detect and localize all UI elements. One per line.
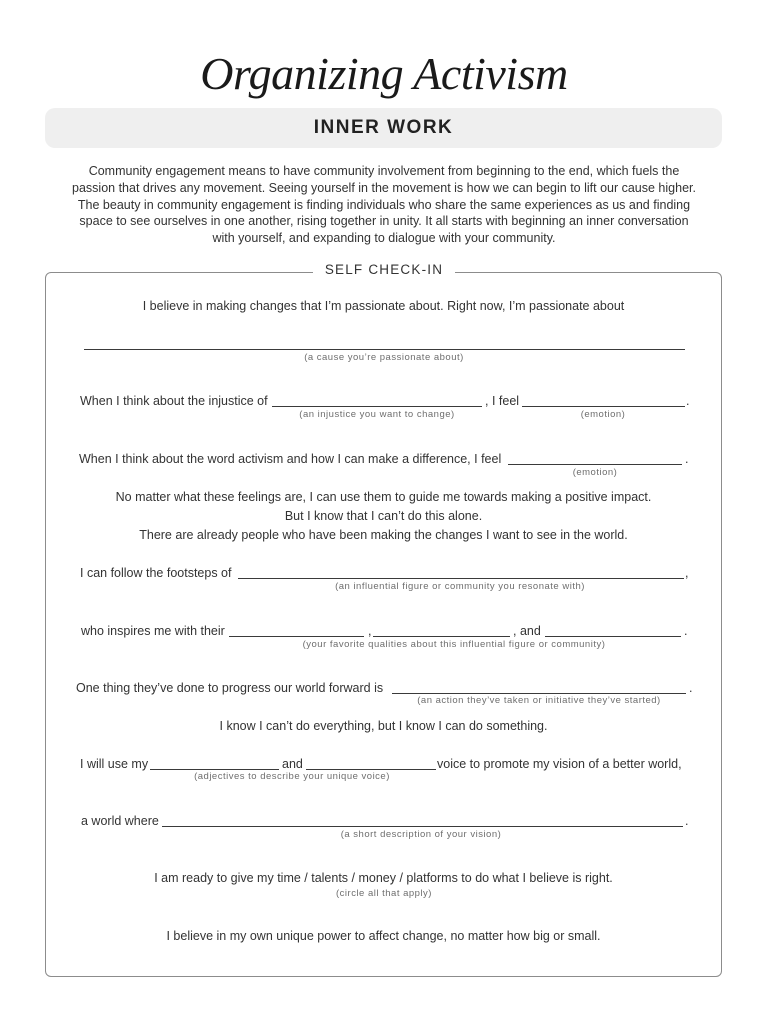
- quality-blank-3[interactable]: [545, 623, 681, 637]
- injustice-feel-label: , I feel: [485, 394, 520, 408]
- footsteps-prompt: I can follow the footsteps of: [80, 566, 232, 580]
- vision-period: .: [685, 814, 689, 828]
- intro-line: with yourself, and expanding to dialogue with your community.: [212, 231, 556, 246]
- action-blank[interactable]: [392, 680, 686, 694]
- intro-line: The beauty in community engagement is finding individuals who share the same experiences as us and finding: [77, 197, 691, 212]
- statement-something: I know I can’t do everything, but I know I can do something.: [219, 719, 548, 733]
- panel-legend: SELF CHECK-IN: [313, 262, 455, 278]
- footsteps-hint: (an influential figure or community you resonate with): [335, 581, 585, 592]
- injustice-period: .: [686, 394, 690, 408]
- qualities-and: , and: [513, 624, 541, 638]
- statement-others: There are already people who have been making the changes I want to see in the world.: [139, 528, 628, 542]
- passion-prompt: I believe in making changes that I’m passionate about. Right now, I’m passionate about: [142, 299, 625, 313]
- activism-prompt: When I think about the word activism and how I can make a difference, I feel: [79, 452, 502, 466]
- vision-hint: (a short description of your vision): [340, 829, 502, 840]
- voice-adjective-blank-1[interactable]: [150, 756, 279, 770]
- voice-hint: (adjectives to describe your unique voice): [194, 771, 390, 782]
- injustice-hint: (an injustice you want to change): [299, 409, 455, 420]
- qualities-comma: ,: [368, 624, 372, 638]
- qualities-hint: (your favorite qualities about this influential figure or community): [302, 639, 606, 650]
- progress-prompt: One thing they’ve done to progress our world forward is: [76, 681, 384, 695]
- intro-line: space to see ourselves in one another, rising together in unity. It all starts with beginning an inner conversation: [79, 214, 689, 229]
- belief-statement: I believe in my own unique power to affect change, no matter how big or small.: [166, 929, 601, 943]
- intro-line: passion that drives any movement. Seeing yourself in the movement is how we can begin to lift our cause higher.: [72, 180, 696, 195]
- influential-figure-blank[interactable]: [238, 565, 684, 579]
- section-header: [45, 108, 722, 148]
- commitment-hint: (circle all that apply): [336, 888, 432, 899]
- cause-hint: (a cause you’re passionate about): [304, 352, 464, 363]
- quality-blank-2[interactable]: [373, 623, 510, 637]
- activism-period: .: [685, 452, 689, 466]
- injustice-prompt: When I think about the injustice of: [80, 394, 268, 408]
- page-title: Organizing Activism: [200, 48, 568, 99]
- vision-blank[interactable]: [162, 813, 683, 827]
- vision-prompt: a world where: [81, 814, 159, 828]
- commitment-statement: I am ready to give my time / talents / money / platforms to do what I believe is right.: [154, 871, 613, 885]
- voice-adjective-blank-2[interactable]: [306, 756, 436, 770]
- voice-and: and: [282, 757, 303, 771]
- voice-rest: voice to promote my vision of a better world,: [437, 757, 682, 771]
- injustice-emotion-blank[interactable]: [522, 393, 685, 407]
- statement-not-alone: But I know that I can’t do this alone.: [284, 509, 483, 523]
- progress-hint: (an action they’ve taken or initiative they’ve started): [417, 695, 661, 706]
- activism-emotion-hint: (emotion): [572, 467, 618, 478]
- activism-emotion-blank[interactable]: [508, 451, 682, 465]
- qualities-prompt: who inspires me with their: [81, 624, 225, 638]
- progress-period: .: [689, 681, 693, 695]
- qualities-period: .: [684, 624, 688, 638]
- footsteps-comma: ,: [685, 566, 689, 580]
- section-title: INNER WORK: [313, 117, 454, 138]
- statement-feelings: No matter what these feelings are, I can use them to guide me towards making a positive impact.: [115, 490, 652, 504]
- intro-line: Community engagement means to have community involvement from beginning to the end, which fuels the: [88, 164, 680, 178]
- cause-blank[interactable]: [84, 336, 685, 350]
- voice-prompt: I will use my: [80, 757, 149, 771]
- intro-paragraph: [20, 163, 748, 247]
- quality-blank-1[interactable]: [229, 623, 364, 637]
- injustice-emotion-hint: (emotion): [580, 409, 626, 420]
- injustice-blank[interactable]: [272, 393, 482, 407]
